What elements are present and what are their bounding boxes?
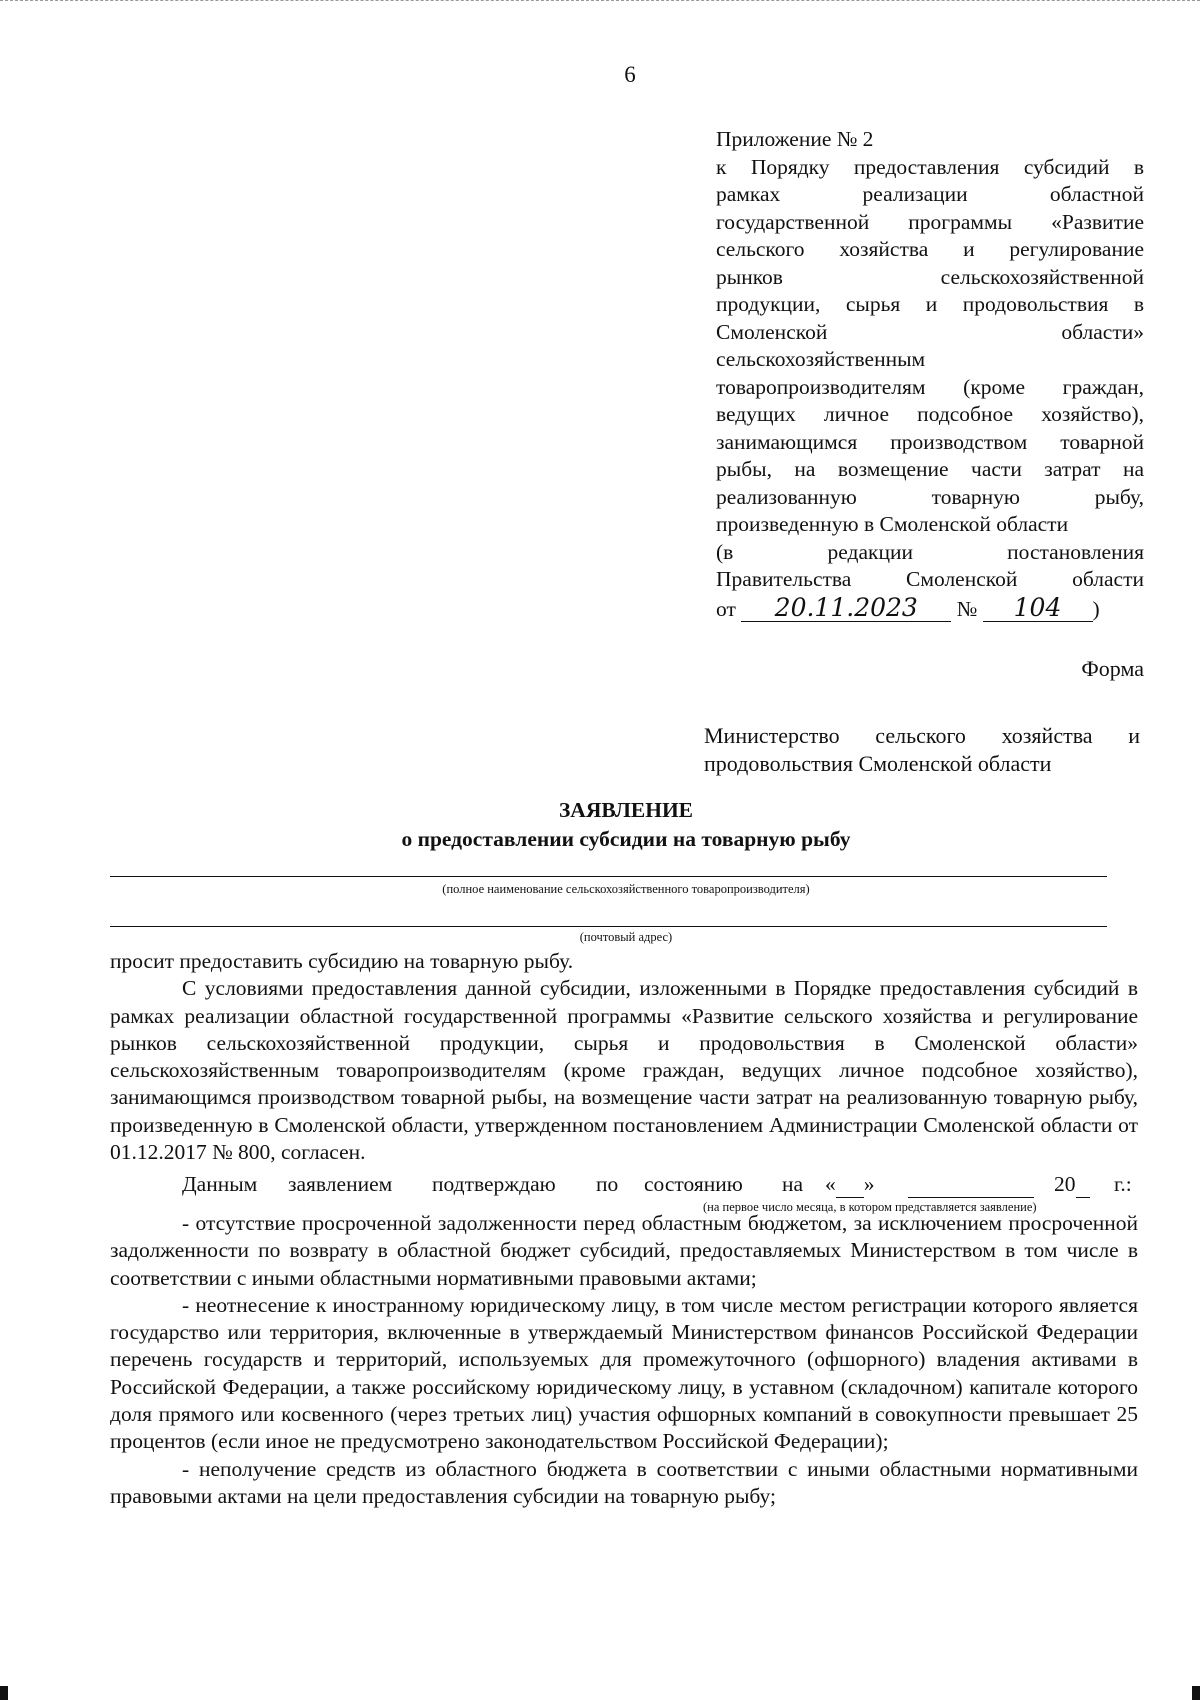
handwritten-number: 104 — [983, 594, 1093, 623]
appendix-line: государственной программы «Развитие — [716, 209, 1144, 234]
number-sign: № — [956, 596, 978, 621]
appendix-line: занимающимся производством товарной — [716, 429, 1144, 454]
day-blank[interactable] — [836, 1172, 864, 1198]
appendix-line: товаропроизводителям (кроме граждан, — [716, 374, 1144, 399]
appendix-line: Смоленской области» — [716, 319, 1144, 344]
ministry-line: Министерство сельского хозяйства и — [704, 723, 1140, 748]
appendix-line: Правительства Смоленской области — [716, 567, 1144, 591]
year-suffix: г.: — [1114, 1172, 1132, 1196]
confirm-word: по — [596, 1172, 619, 1196]
appendix-title: Приложение № 2 — [716, 127, 874, 151]
bullet-item: - неотнесение к иностранному юридическому лицу, в том числе местом регистрации которого является государство или территория, включенные в утверждаемый Министерством финансов Российской Федерации перечень государств и территорий, используемых для промежуточного (офшорного) владения активами в Российской Федерации, а также российскому юридическому лицу, в уставном (складочном) капитале которого доля прямого или косвенного (через третьих лиц) участия офшорных компаний в совокупности превышает 25 процентов (если иное не предусмотрено законодательством Российской Федерации); — [110, 1292, 1138, 1454]
applicant-name-field[interactable] — [110, 876, 1107, 877]
appendix-line: рынков сельскохозяйственной — [716, 264, 1144, 289]
postal-address-field[interactable] — [110, 926, 1107, 927]
handwritten-date: 20.11.2023 — [741, 594, 951, 623]
month-field[interactable] — [908, 1172, 1034, 1198]
page-top-edge — [0, 0, 1200, 3]
document-subtitle: о предоставлении субсидии на товарную рыбу — [401, 827, 851, 851]
from-prefix: от — [716, 596, 736, 621]
year-blank[interactable] — [1076, 1172, 1090, 1198]
addressee-ministry — [704, 722, 1140, 778]
confirm-word: Данным — [182, 1172, 258, 1196]
document-title: ЗАЯВЛЕНИЕ — [558, 798, 694, 822]
scan-corner-mark — [1192, 1686, 1200, 1700]
body-upper — [110, 948, 1138, 1166]
appendix-line: рамках реализации областной — [716, 182, 1144, 206]
request-paragraph: просит предоставить субсидию на товарную рыбу. — [110, 949, 574, 973]
appendix-block — [716, 126, 1144, 623]
form-label: Форма — [1081, 656, 1144, 681]
bullet-item: - отсутствие просроченной задолженности перед областным бюджетом, за исключением просроченной задолженности по возврату в областной бюджет субсидий, предоставляемых Министерством в том числе в соответствии с иными областными нормативными правовыми актами; — [110, 1211, 1138, 1290]
appendix-line: (в редакции постановления — [716, 539, 1144, 564]
day-field[interactable]: « » — [825, 1172, 875, 1196]
confirm-word: подтверждаю — [432, 1172, 556, 1196]
year-field[interactable]: 20 — [1054, 1172, 1090, 1198]
appendix-date-line — [716, 594, 1144, 624]
confirm-word: на — [782, 1172, 804, 1196]
appendix-line: сельского хозяйства и регулирование — [716, 237, 1144, 261]
confirm-word: заявлением — [288, 1172, 393, 1196]
applicant-name-caption: (полное наименование сельскохозяйственного товаропроизводителя) — [442, 882, 810, 896]
appendix-line: рыбы, на возмещение части затрат на — [716, 457, 1144, 481]
body-lower — [110, 1210, 1138, 1510]
scan-corner-mark — [0, 1686, 8, 1700]
conditions-paragraph: С условиями предоставления данной субсидии, изложенными в Порядке предоставления субсидий в рамках реализации областной государственной программы «Развитие сельского хозяйства и регулирование рынков сельскохозяйственной продукции, сырья и продовольствия в Смоленской области» сельскохозяйственным товаропроизводителям (кроме граждан, ведущих личное подсобное хозяйство), занимающимся производством товарной рыбы, на возмещение части затрат на реализованную товарную рыбу, произведенную в Смоленской области, утвержденном постановлением Администрации Смоленской области от 01.12.2017 № 800, согласен. — [110, 976, 1138, 1165]
appendix-line: к Порядку предоставления субсидий в — [716, 154, 1144, 179]
confirm-word: состоянию — [644, 1172, 743, 1196]
appendix-line: продукции, сырья и продовольствия в — [716, 292, 1144, 316]
postal-address-caption: (почтовый адрес) — [579, 930, 673, 944]
appendix-line: сельскохозяйственным — [716, 347, 926, 371]
ministry-line: продовольствия Смоленской области — [704, 751, 1052, 776]
closing-paren: ) — [1092, 596, 1100, 621]
appendix-line: реализованную товарную рыбу, — [716, 484, 1144, 509]
appendix-line: произведенную в Смоленской области — [716, 512, 1069, 536]
bullet-item: - неполучение средств из областного бюджета в соответствии с иными областными нормативными правовыми актами на цели предоставления субсидии на товарную рыбу; — [110, 1456, 1138, 1508]
date-caption: (на первое число месяца, в котором представляется заявление) — [703, 1200, 1037, 1214]
appendix-line: ведущих личное подсобное хозяйство), — [716, 402, 1144, 426]
page-number: 6 — [624, 62, 636, 87]
